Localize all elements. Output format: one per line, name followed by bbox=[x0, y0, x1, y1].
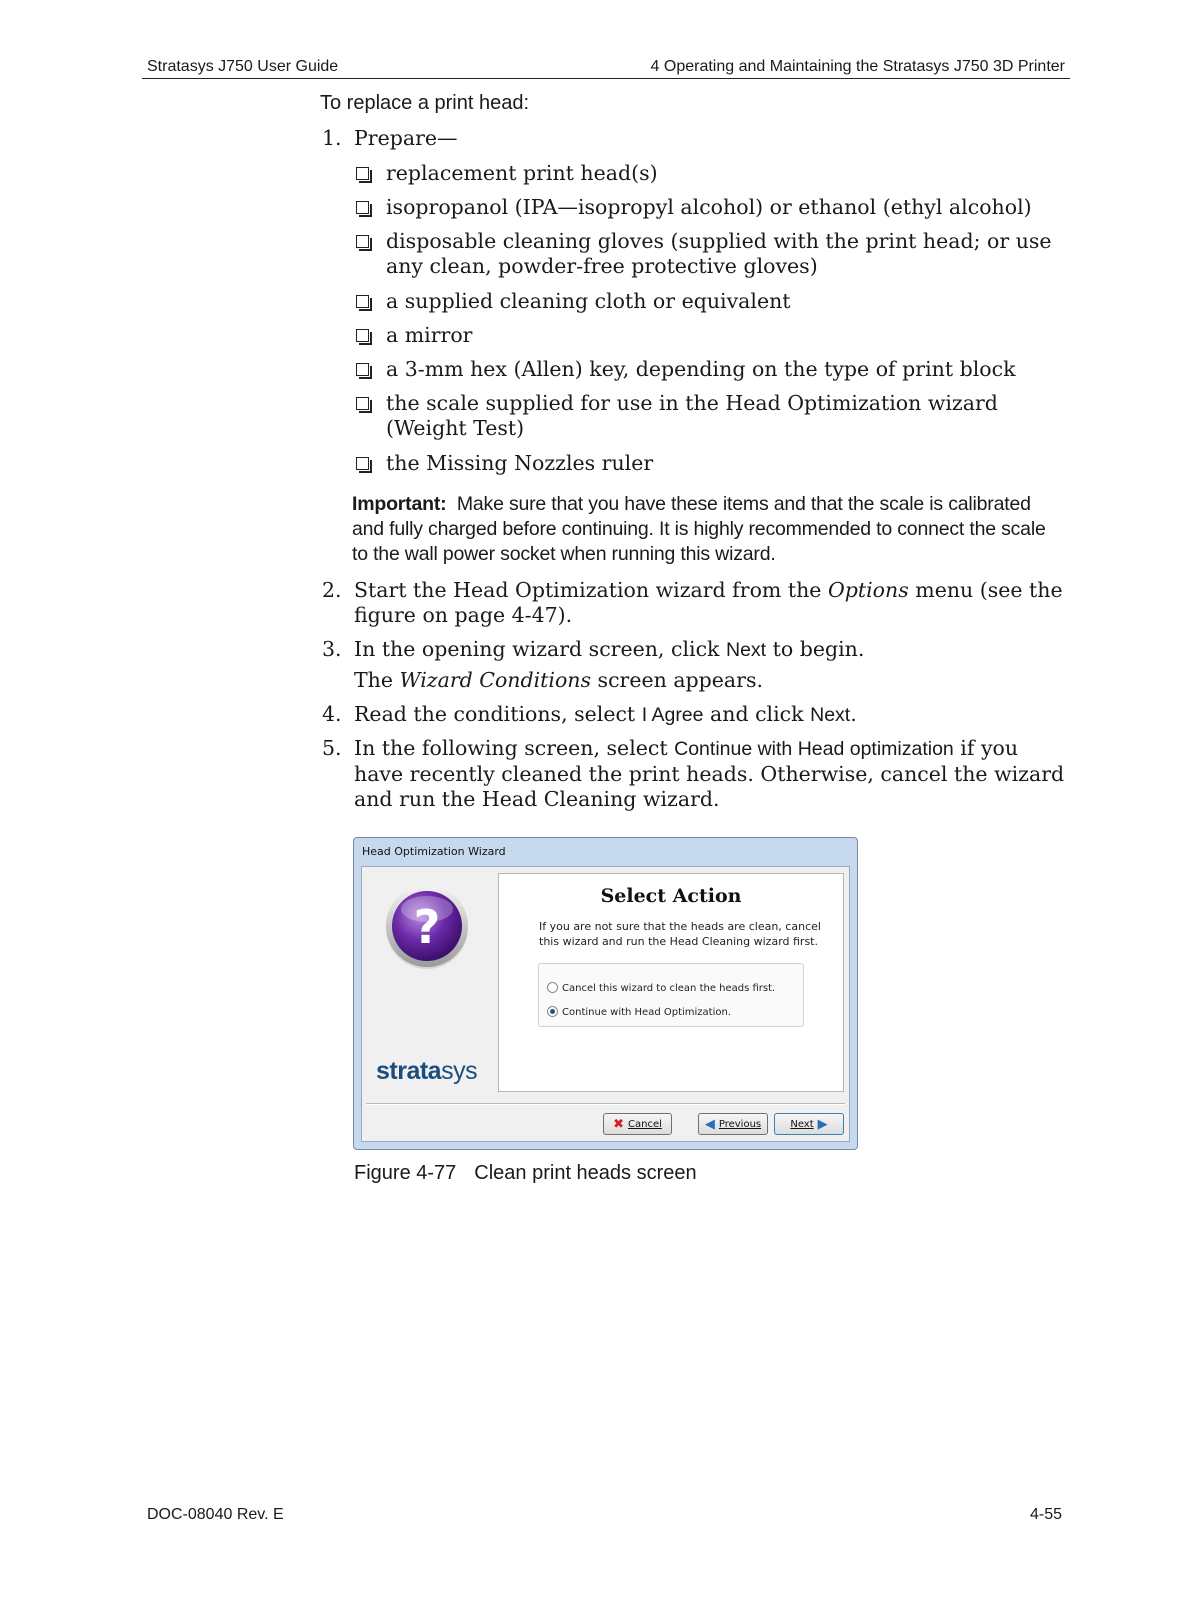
text-run: screen appears. bbox=[591, 668, 763, 692]
svg-text:?: ? bbox=[413, 900, 441, 954]
button-separator bbox=[366, 1103, 845, 1105]
logo-text-bold: strata bbox=[376, 1057, 442, 1085]
step-number: 2. bbox=[322, 578, 342, 602]
ui-term: Continue with Head optimization bbox=[674, 738, 954, 760]
important-label: Important: bbox=[352, 493, 447, 515]
text-run: and click bbox=[703, 702, 811, 726]
close-icon: ✖ bbox=[613, 1116, 624, 1132]
screen-name: Wizard Conditions bbox=[399, 668, 592, 692]
checkbox-icon bbox=[356, 167, 369, 180]
text-run: menu (see the figure on page 4-47). bbox=[354, 578, 1063, 627]
figure-number: Figure 4-77 bbox=[354, 1162, 457, 1184]
checkbox-icon bbox=[356, 457, 369, 470]
step-number: 4. bbox=[322, 702, 342, 726]
step-text bbox=[354, 736, 1072, 812]
step-text bbox=[354, 668, 1072, 693]
procedure-heading: To replace a print head: bbox=[320, 92, 530, 114]
text-run: The bbox=[354, 668, 400, 692]
step-text bbox=[354, 637, 1072, 663]
figure-caption bbox=[354, 1162, 697, 1185]
step-text: Prepare— bbox=[354, 126, 458, 150]
important-note bbox=[352, 492, 1062, 567]
text-run: In the opening wizard screen, click bbox=[354, 637, 726, 661]
option-label: Cancel this wizard to clean the heads first. bbox=[562, 983, 776, 994]
checkbox-icon bbox=[356, 397, 369, 410]
text-run: Start the Head Optimization wizard from the bbox=[354, 578, 828, 602]
footer-page-number: 4-55 bbox=[1029, 1506, 1062, 1523]
question-icon bbox=[384, 883, 470, 969]
ui-term: I Agree bbox=[641, 704, 704, 726]
text-run: Read the conditions, select bbox=[354, 702, 642, 726]
dialog-body bbox=[361, 866, 850, 1142]
checkbox-icon bbox=[356, 295, 369, 308]
next-button[interactable] bbox=[774, 1113, 844, 1135]
ui-term: Next bbox=[810, 704, 851, 726]
checklist-text: a 3-mm hex (Allen) key, depending on the type of print block bbox=[386, 357, 1016, 381]
panel-description: If you are not sure that the heads are clean, cancel this wizard and run the Head Cleaning wizard first. bbox=[539, 920, 821, 948]
text-run: In the following screen, select bbox=[354, 736, 675, 760]
step-number: 1. bbox=[322, 126, 342, 150]
panel-heading: Select Action bbox=[600, 885, 742, 907]
previous-button[interactable] bbox=[698, 1113, 768, 1135]
radio-button[interactable] bbox=[547, 982, 558, 993]
footer-doc-id: DOC-08040 Rev. E bbox=[147, 1506, 284, 1523]
dialog-title: Head Optimization Wizard bbox=[362, 845, 506, 858]
option-cancel-wizard[interactable] bbox=[547, 982, 775, 994]
header-chapter-title: 4 Operating and Maintaining the Stratasys J750 3D Printer bbox=[650, 58, 1065, 75]
text-run: if you have recently cleaned the print heads. Otherwise, cancel the wizard and run the Head Cleaning wizard. bbox=[354, 736, 1065, 811]
arrow-left-icon: ◀ bbox=[704, 1116, 715, 1132]
checkbox-icon bbox=[356, 363, 369, 376]
ui-term: Next bbox=[725, 639, 767, 661]
options-group bbox=[538, 963, 804, 1027]
figure-title: Clean print heads screen bbox=[474, 1162, 697, 1184]
option-label: Continue with Head Optimization. bbox=[562, 1007, 732, 1018]
header-rule bbox=[142, 78, 1070, 79]
next-label: Next bbox=[790, 1118, 814, 1130]
select-action-panel bbox=[498, 873, 844, 1092]
checklist-text: the Missing Nozzles ruler bbox=[386, 451, 654, 475]
dialog-sidebar bbox=[362, 867, 496, 1093]
previous-label: Previous bbox=[718, 1118, 762, 1130]
cancel-label: Cancel bbox=[628, 1118, 662, 1130]
checkbox-icon bbox=[356, 235, 369, 248]
stratasys-logo bbox=[376, 1057, 477, 1086]
step-text bbox=[354, 702, 1072, 728]
head-optimization-dialog bbox=[353, 837, 858, 1150]
checklist-text: disposable cleaning gloves (supplied with the print head; or use any clean, powder-free protective gloves) bbox=[386, 229, 1052, 278]
header-doc-title: Stratasys J750 User Guide bbox=[147, 58, 339, 75]
checklist-text: isopropanol (IPA—isopropyl alcohol) or ethanol (ethyl alcohol) bbox=[386, 195, 1032, 219]
cancel-button[interactable] bbox=[603, 1113, 672, 1135]
checklist-text: the scale supplied for use in the Head Optimization wizard (Weight Test) bbox=[386, 391, 998, 440]
arrow-right-icon: ▶ bbox=[817, 1116, 828, 1132]
radio-button-selected[interactable] bbox=[547, 1006, 558, 1017]
text-run: . bbox=[850, 702, 857, 726]
step-text bbox=[354, 578, 1072, 628]
text-run: to begin. bbox=[766, 637, 865, 661]
checkbox-icon bbox=[356, 329, 369, 342]
option-continue-optimization[interactable] bbox=[547, 1006, 731, 1018]
checklist-text: a supplied cleaning cloth or equivalent bbox=[386, 289, 791, 313]
step-number: 3. bbox=[322, 637, 342, 661]
checkbox-icon bbox=[356, 201, 369, 214]
important-text: Make sure that you have these items and that the scale is calibrated and fully charged before continuing. It is highly recommended to connect the scale to the wall power socket when running this wizard. bbox=[352, 493, 1046, 565]
checklist-text: replacement print head(s) bbox=[386, 161, 658, 185]
logo-text: sys bbox=[441, 1057, 478, 1085]
checklist-text: a mirror bbox=[386, 323, 473, 347]
menu-name: Options bbox=[827, 578, 909, 602]
step-number: 5. bbox=[322, 736, 342, 760]
